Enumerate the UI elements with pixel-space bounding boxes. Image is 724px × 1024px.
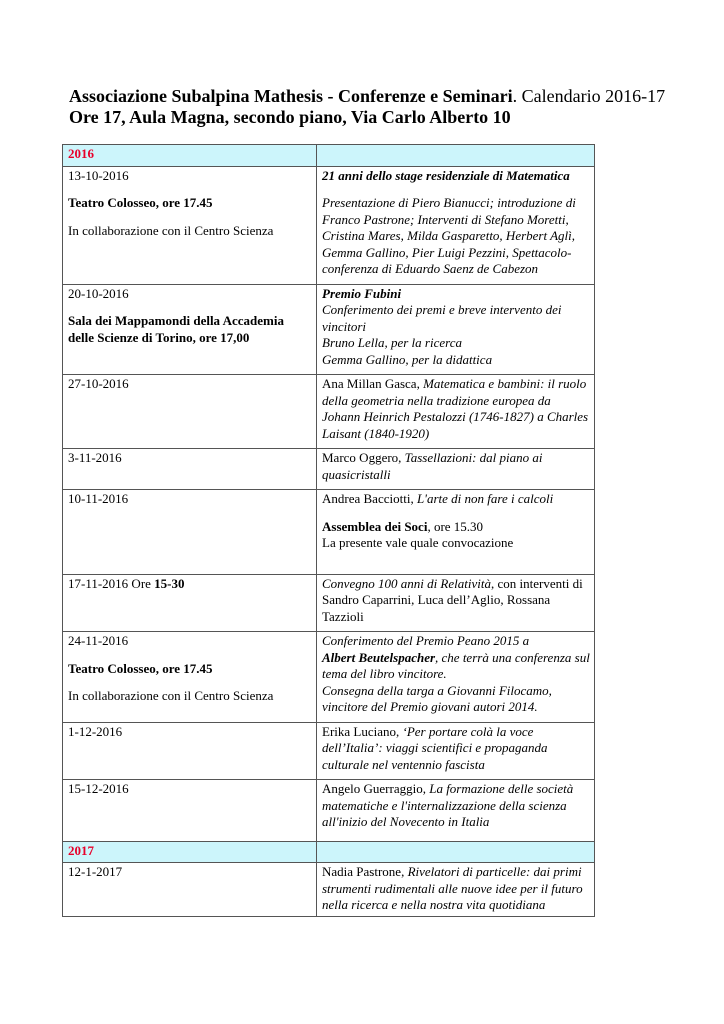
- document-title: [69, 86, 689, 128]
- assembly-note: La presente vale quale convocazione: [322, 535, 514, 550]
- year-cell: [63, 145, 317, 167]
- prize-line: Conferimento del Premio Peano 2015 a: [322, 633, 530, 648]
- year-label: 2017: [68, 842, 94, 858]
- event-row: [63, 722, 595, 780]
- speaker-name: Ana Millan Gasca: [322, 376, 417, 391]
- talk-title: La formazione delle società matematiche e l'internalizzazione della scienza all'inizio del Novecento in Italia: [322, 781, 574, 829]
- event-date-cell: [63, 863, 317, 917]
- event-date-cell: [63, 574, 317, 632]
- event-time: 15-30: [154, 575, 185, 591]
- talk-title: Matematica e bambini: il ruolo della geometria nella tradizione europea da Johann Heinrich Pestalozzi (1746-1827) a Charles Laisant (1840-1920): [322, 376, 589, 441]
- event-row: [63, 166, 595, 284]
- event-date: 27-10-2016: [68, 376, 129, 391]
- event-date: 13-10-2016: [68, 167, 129, 183]
- event-venue: Teatro Colosseo, ore 17.45: [68, 195, 213, 210]
- event-date-cell: [63, 449, 317, 490]
- event-date-cell: [63, 284, 317, 375]
- event-detail-cell: [317, 284, 595, 375]
- speaker-name: Erika Luciano: [322, 723, 396, 739]
- event-date: 20-10-2016: [68, 285, 129, 301]
- event-detail-cell: [317, 632, 595, 723]
- event-description: Presentazione di Piero Bianucci; introduzione di Franco Pastrone; Interventi di Stefano Moretti, Cristina Mares, Milda Gasparetto, Herbert Aglì, Gemma Gallino, Pier Luigi Pezzini, Spettacolo-conferenza di Eduardo Saenz de Cabezon: [322, 195, 576, 276]
- event-date: 17-11-2016 Ore: [68, 575, 155, 591]
- talk-title: ‘Per portare colà la voce dell’Italia’: viaggi scientifici e propaganda culturale nel ventennio fascista: [322, 723, 548, 772]
- event-row: [63, 574, 595, 632]
- event-date: 15-12-2016: [68, 781, 129, 796]
- location-line: Ore 17, Aula Magna, secondo piano, Via Carlo Alberto 10: [69, 107, 511, 127]
- year-cell: [63, 841, 317, 863]
- event-date: 3-11-2016: [68, 450, 122, 465]
- event-date: 12-1-2017: [68, 864, 123, 879]
- speaker-name: Angelo Guerraggio: [322, 781, 423, 796]
- speaker-name: Nadia Pastrone: [322, 864, 402, 879]
- event-row: [63, 284, 595, 375]
- event-detail-cell: [317, 166, 595, 284]
- event-detail-cell: Marco Oggero, Tassellazioni: dal piano ai quasicristalli: [317, 449, 595, 490]
- event-venue: Teatro Colosseo, ore 17.45: [68, 660, 213, 676]
- event-title: 21 anni dello stage residenziale di Matematica: [322, 167, 570, 183]
- event-row: [63, 449, 595, 490]
- event-date-cell: [63, 722, 317, 780]
- event-date: 1-12-2016: [68, 723, 123, 739]
- association-name: Associazione Subalpina Mathesis - Conferenze e Seminari: [69, 86, 513, 106]
- plaque-line: Consegna della targa a Giovanni Filocamo, vincitore del Premio giovani autori 2014.: [322, 682, 552, 714]
- assembly-label: Assemblea dei Soci: [322, 518, 428, 534]
- talk-title: L'arte di non fare i calcoli: [416, 491, 554, 506]
- event-detail-cell: [317, 574, 595, 632]
- year-cell-empty: [317, 145, 595, 167]
- year-row-2016: [63, 145, 595, 167]
- event-date-cell: [63, 375, 317, 449]
- event-row: [63, 863, 595, 917]
- event-row: [63, 490, 595, 575]
- event-venue: Sala dei Mappamondi della Accademia delle Scienze di Torino, ore 17,00: [68, 313, 284, 345]
- talk-title: Rivelatori di particelle: dai primi strumenti rudimentali alle nuove idee per il futuro nella ricerca e nella nostra vita quotidiana: [322, 864, 583, 912]
- assembly-time: , ore 15.30: [427, 518, 484, 534]
- speakers-list: , con interventi di Sandro Caparrini, Luca dell’Aglio, Rossana Tazzioli: [322, 575, 583, 624]
- event-date: 24-11-2016: [68, 633, 129, 648]
- event-row: [63, 780, 595, 842]
- event-row: [63, 375, 595, 449]
- year-label: 2016: [68, 146, 94, 161]
- calendar-table: [62, 144, 595, 917]
- event-date-cell: [63, 490, 317, 575]
- event-detail-cell: Ana Millan Gasca, Matematica e bambini: il ruolo della geometria nella tradizione europea da Johann Heinrich Pestalozzi (1746-1827) a Charles Laisant (1840-1920): [317, 375, 595, 449]
- event-detail-cell: Andrea Bacciotti, L'arte di non fare i calcoli Assemblea dei Soci, ore 15.30 La presente vale quale convocazione: [317, 490, 595, 575]
- prize-detail: , che terrà una conferenza sul tema del libro vincitore.: [322, 649, 590, 681]
- title-line-2: [69, 107, 689, 128]
- speaker-name: Marco Oggero: [322, 450, 399, 465]
- year-cell-empty: [317, 841, 595, 863]
- event-detail-cell: Angelo Guerraggio, La formazione delle società matematiche e l'internalizzazione della scienza all'inizio del Novecento in Italia: [317, 780, 595, 842]
- speaker-name: Andrea Bacciotti: [322, 491, 411, 506]
- prize-winner: Albert Beutelspacher: [322, 649, 436, 665]
- event-detail-cell: Nadia Pastrone, Rivelatori di particelle: dai primi strumenti rudimentali alle nuove idee per il futuro nella ricerca e nella nostra vita quotidiana: [317, 863, 595, 917]
- event-date-cell: [63, 166, 317, 284]
- talk-title: Convegno 100 anni di Relatività: [322, 575, 491, 591]
- title-line-1: [69, 86, 689, 107]
- award-teaching: Gemma Gallino, per la didattica: [322, 351, 493, 367]
- event-title: Premio Fubini: [322, 285, 402, 301]
- calendar-label: . Calendario 2016-17: [512, 86, 666, 106]
- talk-title: Tassellazioni: dal piano ai quasicristalli: [322, 450, 543, 482]
- year-row-2017: [63, 841, 595, 863]
- event-note: In collaborazione con il Centro Scienza: [68, 222, 274, 238]
- event-row: [63, 632, 595, 723]
- event-description: Conferimento dei premi e breve intervento dei vincitori: [322, 302, 562, 334]
- event-date-cell: [63, 632, 317, 723]
- award-research: Bruno Lella, per la ricerca: [322, 335, 462, 350]
- event-note: In collaborazione con il Centro Scienza: [68, 688, 274, 703]
- event-date: 10-11-2016: [68, 491, 129, 506]
- event-detail-cell: Erika Luciano, ‘Per portare colà la voce dell’Italia’: viaggi scientifici e propaganda culturale nel ventennio fascista: [317, 722, 595, 780]
- event-date-cell: [63, 780, 317, 842]
